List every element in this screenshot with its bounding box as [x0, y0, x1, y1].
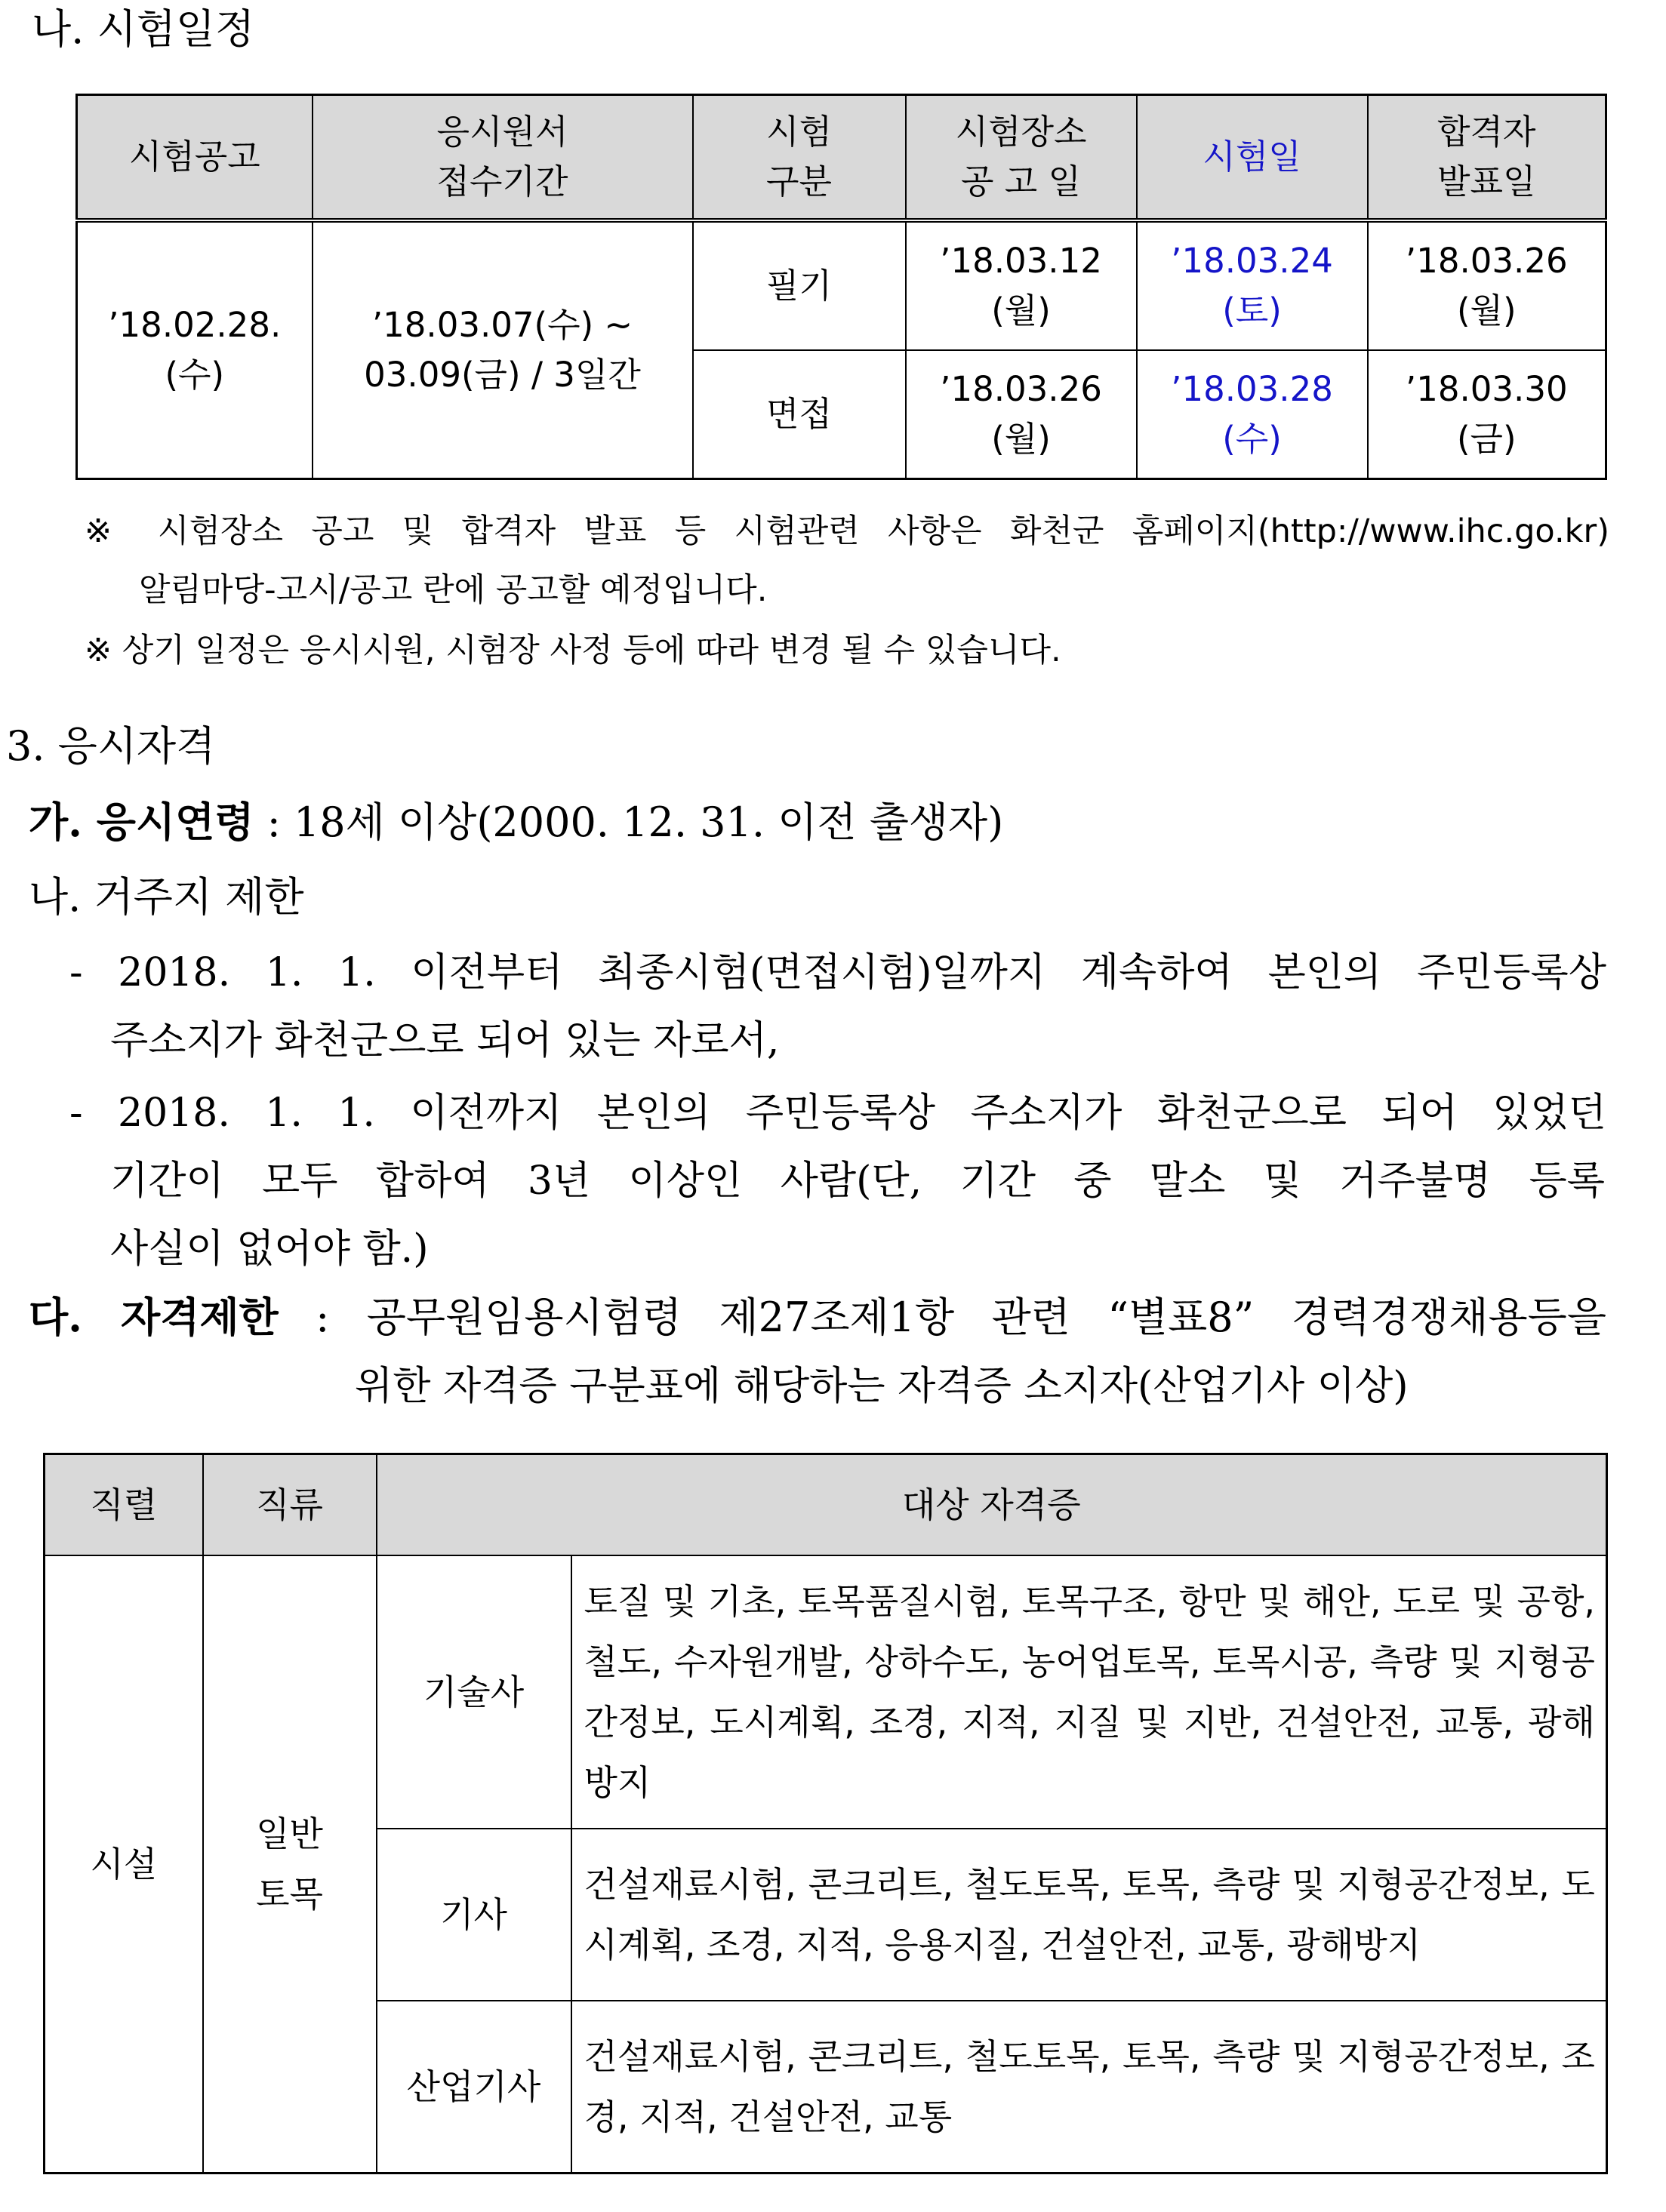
restriction-line-2: 위한 자격증 구분표에 해당하는 자격증 소지자(산업기사 이상)	[355, 1364, 1409, 1409]
header-exam-day: 시험일	[1137, 95, 1368, 221]
header-target-certs: 대상 자격증	[377, 1454, 1607, 1556]
cert-level-cell: 기사	[377, 1829, 571, 2001]
header-series: 직렬	[45, 1454, 203, 1556]
residence-item-1-line-2: 주소지가 화천군으로 되어 있는 자로서,	[110, 1018, 780, 1063]
age-requirement	[29, 795, 1003, 849]
header-exam-type: 시험 구분	[693, 95, 906, 221]
restriction-text: : 공무원임용시험령 제27조제1항 관련 “별표8” 경력경쟁채용등을	[278, 1294, 1606, 1341]
residence-heading: 나. 거주지 제한	[29, 873, 304, 921]
venue-date-cell: ’18.03.12 (월)	[906, 220, 1137, 350]
header-result-date: 합격자 발표일	[1368, 95, 1606, 221]
exam-date-cell: ’18.03.24 (토)	[1137, 220, 1368, 350]
residence-item-2-line-3: 사실이 없어야 함.)	[110, 1226, 429, 1272]
cert-level-cell: 산업기사	[377, 2001, 571, 2174]
cert-list-cell: 건설재료시험, 콘크리트, 철도토목, 토목, 측량 및 지형공간정보, 도시계획, 조경, 지적, 응용지질, 건설안전, 교통, 광해방지	[571, 1829, 1607, 2001]
series-cell: 시설	[45, 1555, 203, 2174]
result-date-cell: ’18.03.30 (금)	[1368, 350, 1606, 479]
schedule-row-written	[77, 220, 1606, 350]
residence-item-2-line-1: - 2018. 1. 1. 이전까지 본인의 주민등록상 주소지가 화천군으로 되어 있었던	[69, 1091, 1606, 1136]
note-2: ※ 상기 일정은 응시시원, 시험장 사정 등에 따라 변경 될 수 있습니다.	[85, 632, 1061, 669]
exam-date-cell: ’18.03.28 (수)	[1137, 350, 1368, 479]
cert-header-row	[45, 1454, 1607, 1556]
note-1-line-2: 알림마당-고시/공고 란에 공고할 예정입니다.	[139, 571, 768, 609]
notice-date-cell: ’18.02.28. (수)	[77, 220, 313, 479]
schedule-header-row	[77, 95, 1606, 221]
class-cell: 일반 토목	[203, 1555, 377, 2174]
header-application-period: 응시원서 접수기간	[313, 95, 693, 221]
certificate-table	[43, 1453, 1608, 2174]
note-1-line-1: ※ 시험장소 공고 및 합격자 발표 등 시험관련 사항은 화천군 홈페이지(http://www.ihc.go.kr)	[85, 512, 1609, 550]
exam-type-cell: 필기	[693, 220, 906, 350]
restriction-label: 다. 자격제한	[29, 1293, 279, 1341]
header-venue-notice-date: 시험장소 공 고 일	[906, 95, 1137, 221]
header-notice: 시험공고	[77, 95, 313, 221]
residence-item-2-line-2: 기간이 모두 합하여 3년 이상인 사람(단, 기간 중 말소 및 거주불명 등록	[110, 1158, 1605, 1204]
exam-type-cell: 면접	[693, 350, 906, 479]
result-date-cell: ’18.03.26 (월)	[1368, 220, 1606, 350]
cert-row-professional-engineer	[45, 1555, 1607, 1829]
cert-list-cell: 건설재료시험, 콘크리트, 철도토목, 토목, 측량 및 지형공간정보, 조경, 지적, 건설안전, 교통	[571, 2001, 1607, 2174]
qualification-heading: 3. 응시자격	[6, 722, 216, 770]
application-period-cell: ’18.03.07(수) ~ 03.09(금) / 3일간	[313, 220, 693, 479]
cert-level-cell: 기술사	[377, 1555, 571, 1829]
venue-date-cell: ’18.03.26 (월)	[906, 350, 1137, 479]
header-class: 직류	[203, 1454, 377, 1556]
residence-item-1-line-1: - 2018. 1. 1. 이전부터 최종시험(면접시험)일까지 계속하여 본인의 주민등록상	[69, 950, 1606, 995]
exam-schedule-table	[75, 94, 1607, 480]
age-text: : 18세 이상(2000. 12. 31. 이전 출생자)	[254, 798, 1004, 846]
cert-list-cell: 토질 및 기초, 토목품질시험, 토목구조, 항만 및 해안, 도로 및 공항, 철도, 수자원개발, 상하수도, 농어업토목, 토목시공, 측량 및 지형공간정보, 도시계획, 조경, 지적, 지질 및 지반, 건설안전, 교통, 광해방지	[571, 1555, 1607, 1829]
schedule-heading: 나. 시험일정	[32, 5, 255, 53]
age-label: 가. 응시연령	[29, 798, 254, 846]
restriction-line-1	[29, 1283, 1606, 1352]
